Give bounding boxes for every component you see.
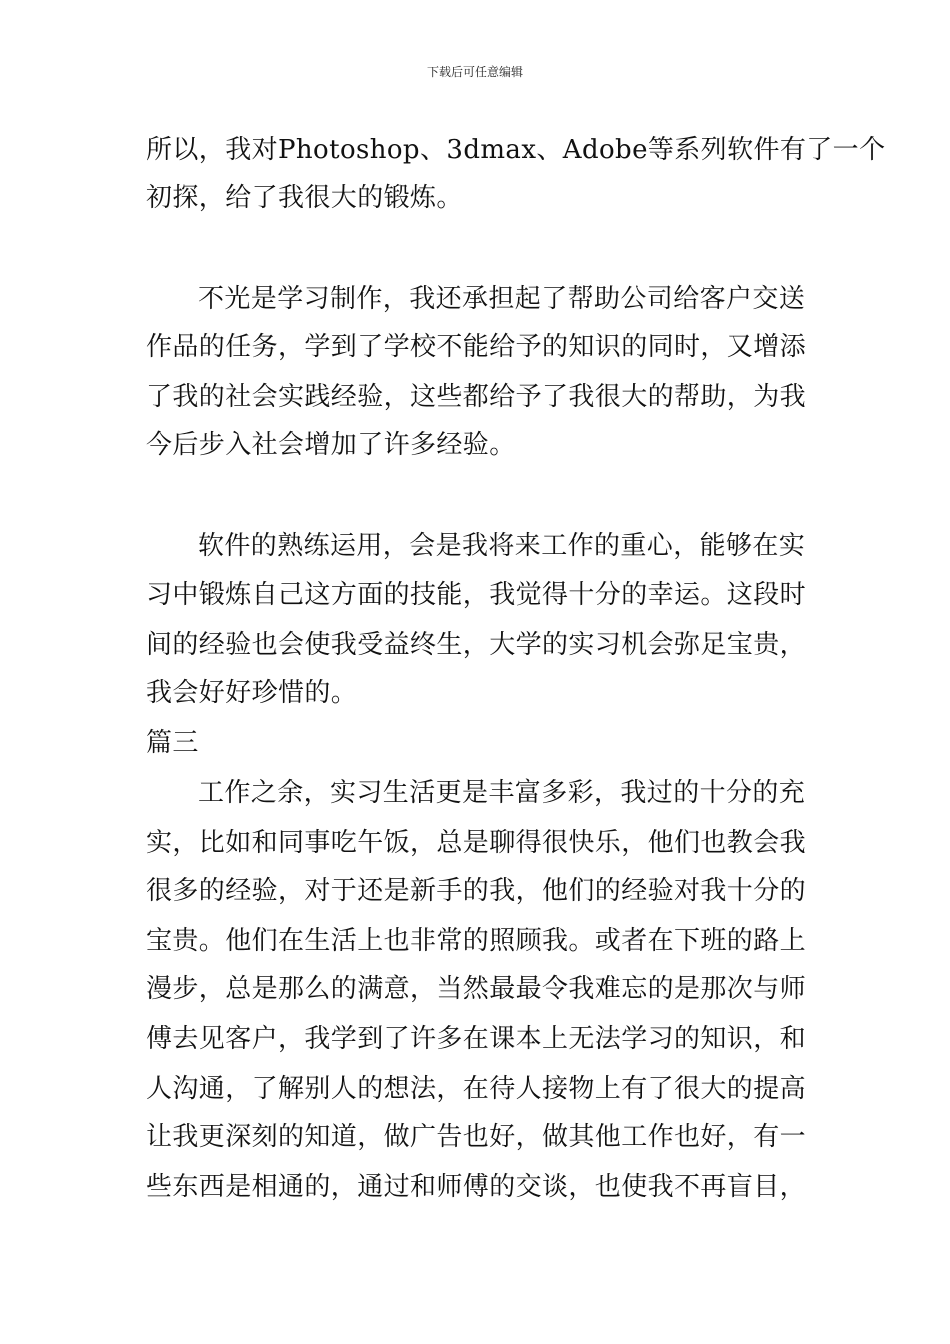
section-heading-text: 篇三 (146, 728, 199, 758)
paragraph-line: 软件的熟练运用，会是我将来工作的重心，能够在实 (198, 531, 806, 561)
paragraph-line: 很多的经验，对于还是新手的我，他们的经验对我十分的 (146, 876, 807, 906)
paragraph-line: 了我的社会实践经验，这些都给予了我很大的帮助，为我 (146, 382, 807, 412)
paragraph-line: 所以，我对Photoshop、3dmax、Adobe等系列软件有了一个 (146, 135, 886, 165)
paragraph-line: 今后步入社会增加了许多经验。 (146, 430, 516, 460)
paragraph-line: 作品的任务，学到了学校不能给予的知识的同时，又增添 (146, 332, 807, 362)
paragraph-line: 让我更深刻的知道，做广告也好，做其他工作也好，有一 (146, 1122, 807, 1152)
paragraph-line: 实，比如和同事吃午饭，总是聊得很快乐，他们也教会我 (146, 828, 807, 858)
paragraph-line: 间的经验也会使我受益终生，大学的实习机会弥足宝贵， (146, 630, 807, 660)
paragraph-line: 宝贵。他们在生活上也非常的照顾我。或者在下班的路上 (146, 926, 807, 956)
page-header: 下载后可任意编辑 (426, 65, 523, 79)
paragraph-line: 漫步，总是那么的满意，当然最最令我难忘的是那次与师 (146, 974, 807, 1004)
paragraph-line: 些东西是相通的，通过和师傅的交谈，也使我不再盲目， (146, 1172, 807, 1202)
paragraph-line: 不光是学习制作，我还承担起了帮助公司给客户交送 (198, 284, 806, 314)
paragraph-line: 傅去见客户，我学到了许多在课本上无法学习的知识，和 (146, 1024, 807, 1054)
paragraph-line: 初探，给了我很大的锻炼。 (146, 183, 463, 213)
paragraph-line: 我会好好珍惜的。 (146, 678, 358, 708)
paragraph-line: 人沟通，了解别人的想法，在待人接物上有了很大的提高 (146, 1074, 807, 1104)
paragraph-line: 习中锻炼自己这方面的技能，我觉得十分的幸运。这段时 (146, 580, 807, 610)
paragraph-line: 工作之余，实习生活更是丰富多彩，我过的十分的充 (198, 778, 806, 808)
